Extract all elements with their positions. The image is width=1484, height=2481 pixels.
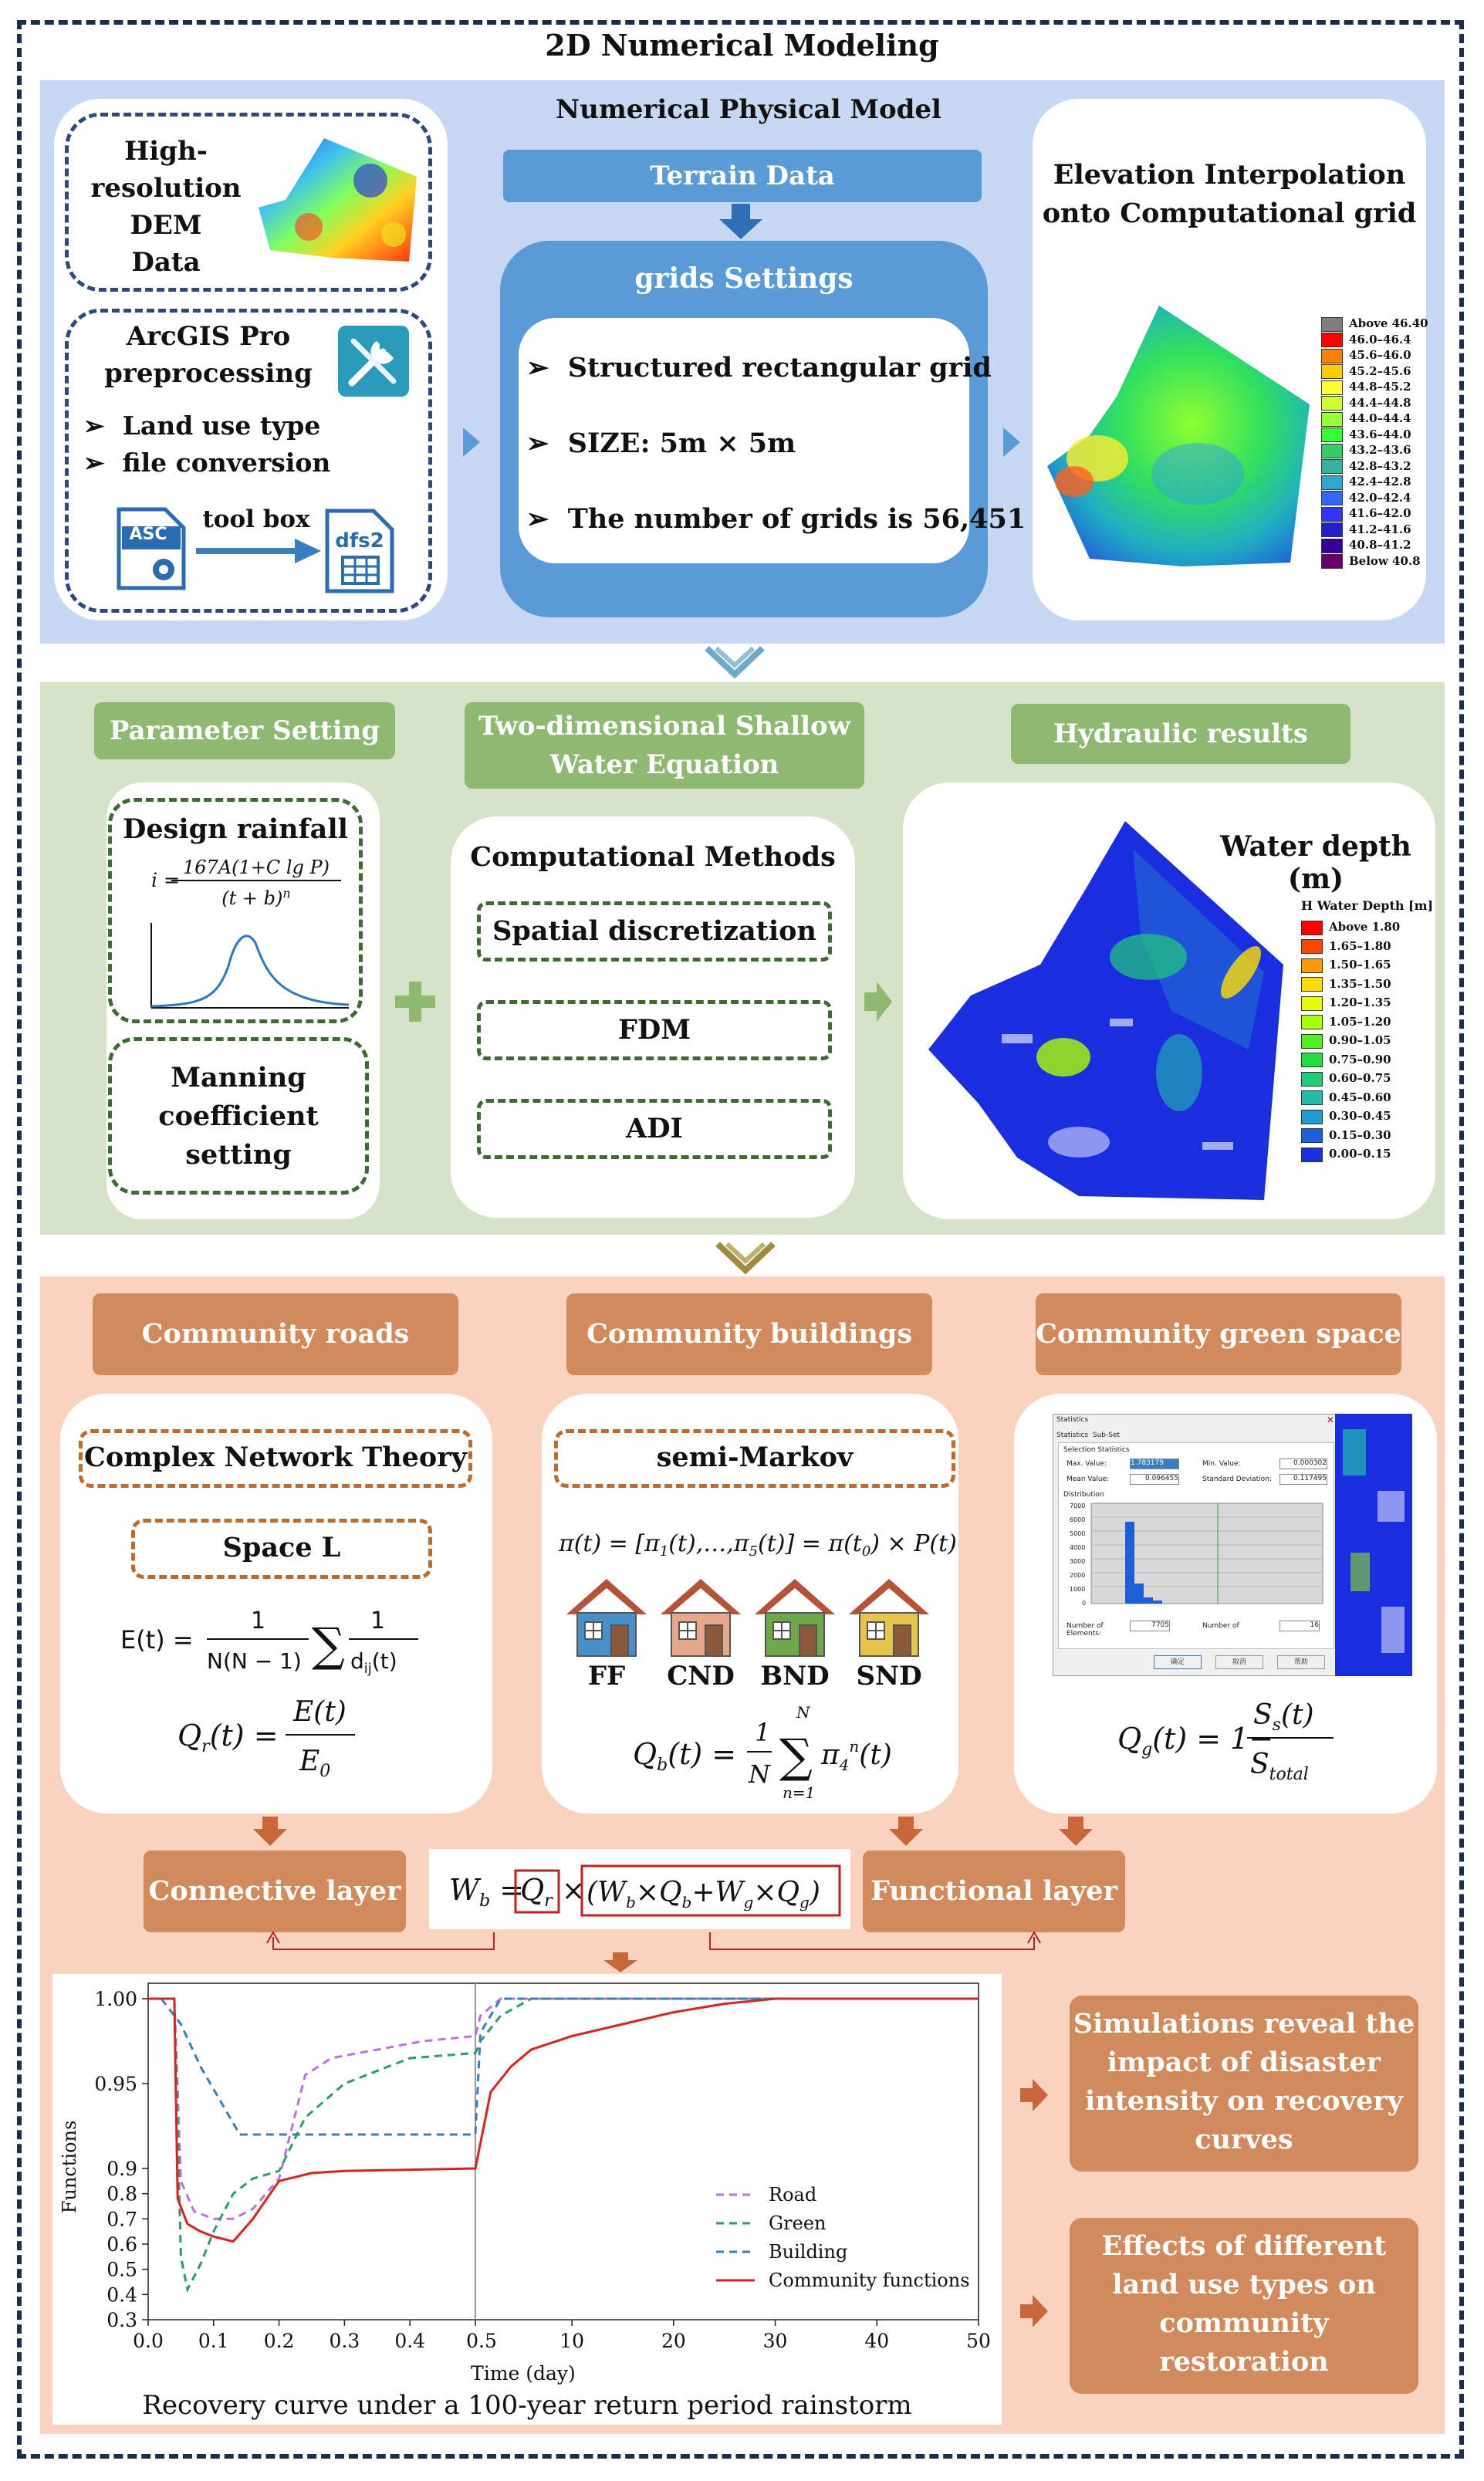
elevation-legend-item [1321,364,1411,380]
x-tick-label: 0.1 [198,2330,229,2352]
house-icon [846,1574,932,1659]
legend-swatch [1321,507,1343,522]
svg-text:N: N [796,1703,810,1722]
weight-formula [429,1849,850,1929]
legend-swatch [1321,459,1343,474]
efficiency-formula [116,1596,424,1681]
distribution-histogram [1063,1500,1329,1616]
legend-label: 1.50–1.65 [1329,958,1391,972]
count1-field[interactable]: 7705 [1130,1621,1170,1631]
legend-label: 41.2–41.6 [1349,522,1411,536]
legend-label: 40.8–41.2 [1349,538,1411,552]
legend-swatch [1301,1110,1323,1124]
legend-label: Above 46.40 [1349,316,1428,330]
water-depth-legend-item [1301,1071,1391,1087]
water-depth-legend-item [1301,977,1391,992]
legend-swatch [1301,939,1323,954]
legend-swatch [1321,333,1343,347]
elevation-legend-item [1321,538,1411,553]
elevation-legend-item [1321,316,1428,332]
swe-label: Two-dimensional Shallow Water Equation [465,702,864,789]
svg-text:Qb(t) =: $Q_b(t)$ = [633,1737,737,1775]
svg-text:∑: ∑ [312,1618,345,1672]
house-state-label: SND [856,1661,922,1692]
parameter-setting-label: Parameter Setting [94,702,395,759]
house-state-label: BND [760,1661,830,1692]
elevation-legend-item [1321,380,1411,395]
svg-text:1: 1 [251,1607,266,1634]
stats-window-title: Statistics [1056,1416,1089,1424]
x-tick-label: 50 [966,2330,991,2352]
legend-swatch [1321,396,1343,411]
section1-heading: Numerical Physical Model [556,94,941,125]
functional-layer-label: Functional layer [863,1851,1125,1932]
chevron-down-icon [715,1241,776,1275]
x-tick-label: 30 [762,2330,788,2352]
legend-swatch [1301,958,1323,973]
green-function-formula [1110,1690,1341,1790]
stats-panel [1058,1442,1334,1649]
elevation-title: Elevation Interpolation onto Computational grid [1042,159,1417,229]
rain-formula-denominator: $(t + b)^n$ [221,886,291,909]
legend-swatch [1321,380,1343,395]
markov-formula [554,1514,955,1568]
water-depth-legend-item [1301,1128,1391,1144]
elevation-legend-item [1321,428,1411,443]
count2-field[interactable]: 16 [1279,1621,1320,1631]
method-spatial-discretization: Spatial discretization [492,915,816,947]
semi-markov-label: semi-Markov [656,1442,854,1473]
legend-label: 0.60–0.75 [1329,1071,1391,1085]
legend-swatch [1321,412,1343,427]
legend-swatch [1321,444,1343,458]
legend-label: Green [769,2212,827,2234]
svg-text:Stotal: $S_{total}$ [1250,1749,1309,1784]
legend-label: Below 40.8 [1349,553,1421,568]
x-tick-label: 0.0 [133,2330,164,2352]
water-depth-legend-item [1301,995,1391,1011]
elevation-legend-item [1321,411,1411,427]
svg-text:E(t) =: E(t) = [120,1625,194,1655]
community-roads-label: Community roads [93,1293,458,1375]
legend-label: 0.00–0.15 [1329,1147,1391,1161]
cancel-button[interactable]: 取消 [1215,1655,1263,1669]
plus-icon [392,979,438,1025]
ok-button[interactable]: 确定 [1154,1655,1202,1669]
legend-swatch [1321,364,1343,379]
legend-swatch [1301,1072,1323,1087]
conversion-arrow [193,536,324,566]
green-space-map-image [1335,1414,1412,1676]
legend-label: 1.05–1.20 [1329,1014,1391,1029]
method-adi: ADI [626,1113,683,1144]
y-axis-label: Functions [59,2120,80,2214]
help-button[interactable]: 帮助 [1277,1655,1325,1669]
recovery-curve-chart [52,1974,1002,2425]
water-depth-title: Water depth (m) [1220,830,1411,895]
mean-value-label: Mean Value: [1067,1475,1110,1483]
legend-label: 43.6–44.0 [1349,427,1411,441]
water-depth-legend-item [1301,958,1391,973]
arrow-right-icon [460,423,483,461]
legend-label: 46.0–46.4 [1349,332,1411,346]
mean-value-field[interactable]: 0.096455 [1130,1474,1179,1485]
max-value-label: Max. Value: [1067,1460,1107,1468]
x-tick-label: 10 [559,2330,585,2352]
statistics-window [1053,1414,1338,1676]
simulation-finding-box: Simulations reveal the impact of disaster intensity on recovery curves [1070,1996,1418,2172]
svg-text:3000: 3000 [1070,1558,1086,1565]
y-tick-label: 0.7 [106,2208,137,2231]
svg-text:Wb =: $W_b$ = [449,1873,525,1911]
water-depth-legend-title: H Water Depth [m] [1301,898,1434,913]
legend-label: 42.0–42.4 [1349,490,1411,505]
svg-text:E0: $E_0$ [299,1746,331,1781]
svg-text:0: 0 [1082,1600,1087,1607]
dem-label: High- resolution DEM Data [90,136,242,278]
y-tick-label: 0.6 [106,2233,137,2256]
legend-swatch [1321,539,1343,553]
house-icon [752,1574,838,1659]
legend-swatch [1301,1148,1323,1162]
max-value-field[interactable]: 1.783179 [1130,1459,1179,1469]
legend-swatch [1321,554,1343,569]
svg-text:π4n(t): $\pi_4^n(t)$ [821,1737,892,1774]
svg-text:1: 1 [755,1718,771,1747]
x-tick-label: 0.4 [394,2330,426,2352]
legend-swatch [1321,317,1343,332]
community-buildings-label: Community buildings [566,1293,932,1375]
legend-swatch [1321,522,1343,537]
y-tick-label: 0.3 [106,2309,137,2331]
legend-label: Community functions [769,2270,970,2291]
legend-label: 1.35–1.50 [1329,976,1391,991]
legend-label: 44.4–44.8 [1349,395,1411,410]
legend-swatch [1301,1128,1323,1143]
arrow-right-icon [1019,2076,1050,2114]
water-depth-legend-item [1301,920,1400,935]
x-tick-label: 0.2 [263,2330,295,2352]
y-tick-label: 0.4 [106,2283,137,2307]
svg-text:4000: 4000 [1070,1544,1086,1551]
legend-label: 42.8–43.2 [1349,458,1411,473]
svg-text:N(N − 1): N(N − 1) [207,1648,302,1674]
arrow-down-icon [718,204,764,241]
x-tick-label: 0.5 [466,2330,497,2352]
tab-statistics[interactable]: Statistics [1056,1431,1089,1439]
arrow-down-icon [887,1817,925,1847]
y-tick-label: 0.5 [106,2258,137,2281]
std-label: Standard Deviation: [1202,1475,1272,1483]
elevation-legend-item [1321,491,1411,506]
legend-swatch [1321,475,1343,490]
legend-swatch [1301,996,1323,1011]
series-line-road [148,1999,979,2219]
legend-swatch [1301,1090,1323,1105]
series-line-community-functions [148,1999,979,2242]
land-use-finding-box: Effects of different land use types on community restoration [1070,2218,1418,2394]
count1-label: Number of Elements: [1067,1622,1104,1638]
asc-file-icon [116,506,187,591]
house-state-label: CND [667,1661,735,1692]
svg-text:2000: 2000 [1070,1572,1086,1579]
svg-text:1: 1 [370,1607,386,1634]
elevation-legend-item [1321,475,1411,490]
legend-label: 0.75–0.90 [1329,1052,1391,1066]
svg-text:1000: 1000 [1070,1586,1086,1593]
arcgis-title: ArcGIS Pro preprocessing [104,321,313,389]
svg-text:7000: 7000 [1070,1502,1086,1509]
legend-label: 0.30–0.45 [1329,1109,1391,1123]
water-depth-legend-item [1301,1090,1391,1106]
svg-text:5000: 5000 [1070,1530,1086,1537]
svg-text:E(t): E(t) [293,1696,346,1728]
layer-connector-lines [262,1929,1050,1972]
legend-swatch [1301,1053,1323,1067]
legend-label: 45.6–46.0 [1349,348,1411,362]
water-depth-legend-item [1301,1033,1391,1049]
dfs2-label: dfs2 [335,529,384,553]
stats-group-label: Selection Statistics [1063,1446,1130,1454]
x-tick-label: 40 [864,2330,890,2352]
elevation-legend-item [1321,554,1421,570]
community-green-space-label: Community green space [1036,1293,1401,1375]
toolbox-label: tool box [202,505,310,533]
min-value-field[interactable]: 0.000302 [1279,1459,1327,1469]
elevation-legend-item [1321,443,1411,458]
legend-label: Above 1.80 [1329,920,1401,934]
legend-label: Road [769,2184,817,2206]
legend-label: 41.6–42.0 [1349,506,1411,520]
connective-layer-label: Connective layer [144,1851,406,1932]
chevron-down-icon [704,645,766,679]
chart-title: Recovery curve under a 100-year return period rainstorm [142,2390,912,2421]
rain-formula-i: i = [151,869,180,891]
series-line-building [148,1999,979,2135]
series-line-green [148,1999,979,2290]
grids-settings-title: grids Settings [634,262,854,295]
legend-swatch [1301,977,1323,992]
legend-label: 0.45–0.60 [1329,1090,1391,1104]
count2-label: Number of [1202,1622,1239,1630]
legend-swatch [1301,1034,1323,1049]
y-tick-label: 0.9 [106,2158,137,2180]
hydraulic-results-label: Hydraulic results [1011,704,1350,764]
svg-text:n=1: n=1 [783,1783,816,1802]
grids-items: ➢ Structured rectangular grid ➢ SIZE: 5m × 5m ➢ The number of grids is 56,451 [526,352,1026,535]
svg-text:Ss(t): $S_s(t)$ [1253,1699,1314,1735]
legend-swatch [1321,491,1343,505]
arrow-right-icon [863,979,894,1025]
manning-label: Manning coefficient setting [158,1062,319,1171]
water-depth-legend-item [1301,1015,1391,1030]
method-fdm: FDM [618,1014,691,1046]
distribution-label: Distribution [1063,1491,1104,1499]
arrow-right-icon [1019,2292,1050,2331]
arrow-down-icon [1057,1817,1094,1847]
water-depth-legend-item [1301,1053,1391,1068]
rain-formula-numerator: 167A(1+C lg P) [171,857,341,881]
design-rainfall-label: Design rainfall [123,813,348,845]
svg-text:(Wb×Qb+Wg×Qg): $(W_b\times Q_b+W_g\times Q_g)$ [587,1877,820,1911]
svg-text:∑: ∑ [779,1729,813,1783]
elevation-legend-item [1321,348,1411,363]
legend-swatch [1301,921,1323,935]
elevation-legend-item [1321,396,1411,411]
legend-label: 43.2–43.6 [1349,443,1411,457]
building-states [563,1574,949,1698]
svg-text:×: × [562,1875,586,1907]
water-depth-legend-item [1301,1109,1391,1124]
y-tick-label: 0.8 [106,2182,137,2206]
legend-swatch [1321,349,1343,363]
y-tick-label: 1.00 [94,1988,137,2010]
tab-subset[interactable]: Sub-Set [1092,1431,1121,1439]
house-icon [657,1574,744,1659]
legend-label: Building [769,2241,848,2263]
computational-methods-title: Computational Methods [470,841,836,873]
legend-label: 1.20–1.35 [1329,995,1391,1009]
rainfall-hyetograph-image [144,920,352,1012]
elevation-legend-item [1321,333,1411,348]
elevation-map-image [1043,304,1313,574]
legend-label: 42.4–42.8 [1349,475,1411,488]
svg-text:N: N [749,1759,770,1789]
complex-network-theory-label: Complex Network Theory [84,1442,467,1473]
x-tick-label: 0.3 [329,2330,360,2352]
stats-tabs [1056,1431,1120,1439]
legend-label: 0.90–1.05 [1329,1033,1391,1047]
legend-swatch [1321,428,1343,442]
svg-text:6000: 6000 [1070,1516,1086,1523]
asc-label: ASC [129,525,167,544]
arcgis-list: ➢ Land use type ➢ file conversion [83,411,331,478]
house-state-label: FF [587,1661,626,1692]
legend-label: 0.15–0.30 [1329,1127,1391,1142]
terrain-data-label: Terrain Data [503,150,982,202]
svg-text:π(t) = [π1(t),…,π5(t)] = π(t0): $\pi(t) = [\pi_1(t),\dots,\pi_5(t)] = \pi(t_0) \times P(t)$ [559,1530,957,1560]
svg-text:Qr: $Q_r$ [520,1873,553,1911]
elevation-legend-item [1321,459,1411,475]
svg-text:dij(t): $d_{ij}(t)$ [350,1648,397,1677]
legend-label: 45.2–45.6 [1349,363,1411,378]
water-depth-legend-item [1301,939,1391,955]
min-value-label: Min. Value: [1202,1460,1241,1468]
x-tick-label: 20 [661,2330,686,2352]
arrow-down-icon [252,1817,289,1847]
legend-swatch [1301,1015,1323,1029]
toolbox-icon [336,324,411,398]
std-field[interactable]: 0.117495 [1279,1474,1327,1485]
legend-label: 1.65–1.80 [1329,938,1391,953]
elevation-legend-item [1321,522,1411,538]
building-function-formula [625,1702,892,1803]
close-icon[interactable]: ✕ [1326,1415,1334,1425]
road-function-formula [170,1687,370,1787]
space-l-label: Space L [222,1532,341,1563]
y-tick-label: 0.95 [94,2073,137,2095]
page-title: 2D Numerical Modeling [545,28,939,63]
legend-label: 44.8–45.2 [1349,380,1411,394]
water-depth-legend-item [1301,1147,1391,1162]
svg-text:Qg(t) = 1−: $Q_g(t) = 1-$ [1117,1722,1274,1759]
x-axis-label: Time (day) [471,2362,576,2385]
svg-text:Qr(t) =: $Q_r(t)$ = [177,1719,279,1756]
elevation-legend-item [1321,506,1411,522]
dem-map-image [255,134,421,265]
legend-label: 44.0–44.4 [1349,411,1411,425]
house-icon [563,1574,650,1659]
